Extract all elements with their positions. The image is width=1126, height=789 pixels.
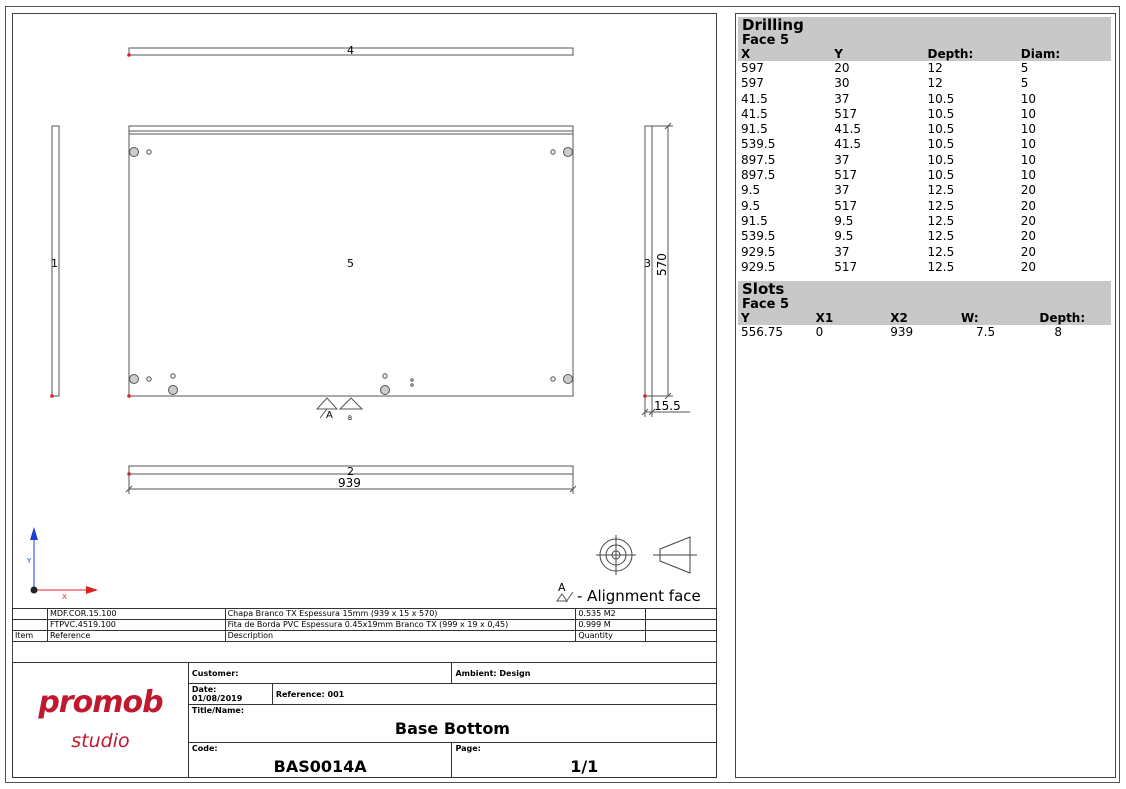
table-cell: 12 xyxy=(927,61,943,75)
part-number-left: 1 xyxy=(51,257,58,270)
table-cell: 20 xyxy=(1020,259,1037,274)
title-value: Base Bottom xyxy=(394,719,510,738)
table-cell: 91.5 xyxy=(741,213,768,228)
table-cell: 517 xyxy=(834,259,858,274)
table-row xyxy=(738,61,1111,76)
axis-y-label: Y xyxy=(27,557,32,565)
table-cell: 10 xyxy=(1020,152,1037,167)
table-cell: 10 xyxy=(1020,122,1037,137)
table-row xyxy=(13,620,717,631)
axis-x-label: X xyxy=(62,593,67,601)
table-cell: 929.5 xyxy=(741,259,776,274)
page-label: Page: xyxy=(455,744,481,753)
table-cell: 929.5 xyxy=(741,244,776,259)
drilling-face: Face 5 xyxy=(738,34,1111,48)
page-value: 1/1 xyxy=(570,757,599,776)
table-cell: 20 xyxy=(834,61,850,75)
slots-section xyxy=(738,281,1111,340)
customer-label: Customer: xyxy=(188,663,452,684)
table-cell: 12.5 xyxy=(927,244,955,259)
bom-description: Fita de Borda PVC Espessura 0.45x19mm Branco TX (999 x 19 x 0,45) xyxy=(225,620,576,631)
table-cell: 517 xyxy=(834,168,858,183)
table-row xyxy=(738,153,1111,168)
table-cell: 10 xyxy=(1020,106,1037,121)
table-cell: 12.5 xyxy=(927,198,955,213)
table-row xyxy=(738,168,1111,183)
dimension-thickness: 15.5 xyxy=(654,399,681,413)
table-cell: 10.5 xyxy=(927,137,955,152)
reference-label: Reference: 001 xyxy=(272,684,716,705)
table-cell: 20 xyxy=(1020,213,1037,228)
slots-body xyxy=(738,325,1111,340)
table-cell: 30 xyxy=(834,76,850,91)
table-cell: 10 xyxy=(1020,91,1037,106)
table-cell: 517 xyxy=(834,198,858,213)
bom-header-quantity: Quantity xyxy=(576,631,646,642)
code-label: Code: xyxy=(191,744,218,753)
table-cell: 91.5 xyxy=(741,122,768,137)
table-cell: 597 xyxy=(741,61,764,75)
bom-extra xyxy=(646,620,717,631)
slots-title: Slots xyxy=(738,281,1111,298)
table-cell: 9.5 xyxy=(834,213,854,228)
table-cell: 12 xyxy=(927,76,943,91)
table-cell: 37 xyxy=(834,91,850,106)
slots-header-y: Y xyxy=(738,312,813,325)
table-cell: 10.5 xyxy=(927,168,955,183)
ambient-label: Ambient: Design xyxy=(452,663,717,684)
bom-reference: MDF.COR.15.100 xyxy=(47,609,225,620)
bom-description: Chapa Branco TX Espessura 15mm (939 x 15 x 570) xyxy=(225,609,576,620)
table-cell: 10 xyxy=(1020,168,1037,183)
table-cell: 12.5 xyxy=(927,213,955,228)
table-row xyxy=(738,107,1111,122)
table-row xyxy=(738,92,1111,107)
bom-header-description: Description xyxy=(225,631,576,642)
table-cell: 939 xyxy=(890,325,914,339)
part-number-center: 5 xyxy=(347,257,354,270)
slots-table xyxy=(738,312,1111,340)
table-cell: 37 xyxy=(834,244,850,259)
table-row xyxy=(13,609,717,620)
table-cell: 41.5 xyxy=(834,137,861,152)
bom-quantity: 0.999 M xyxy=(576,620,646,631)
drilling-header-diam: Diam: xyxy=(1018,48,1111,61)
table-cell: 517 xyxy=(834,106,858,121)
bom-item xyxy=(13,620,48,631)
table-cell: 8 xyxy=(1054,325,1063,339)
code-cell xyxy=(188,743,452,778)
table-cell: 10 xyxy=(1020,137,1037,152)
bom-quantity: 0.535 M2 xyxy=(576,609,646,620)
table-row xyxy=(738,199,1111,214)
title-cell xyxy=(188,705,716,743)
table-cell: 20 xyxy=(1020,198,1037,213)
table-cell: 9.5 xyxy=(741,198,761,213)
table-cell: 20 xyxy=(1020,229,1037,244)
projection-symbol xyxy=(596,535,697,575)
table-cell: 41.5 xyxy=(741,91,768,106)
page-cell xyxy=(452,743,717,778)
dimension-width: 939 xyxy=(338,476,361,490)
table-cell: 597 xyxy=(741,76,764,91)
table-row xyxy=(738,122,1111,137)
date-label: Date: 01/08/2019 xyxy=(188,684,272,705)
slots-header-x2: X2 xyxy=(887,312,958,325)
drilling-header-depth: Depth: xyxy=(925,48,1018,61)
table-row xyxy=(738,245,1111,260)
drilling-header-row xyxy=(738,48,1111,61)
drilling-header-x: X xyxy=(738,48,831,61)
table-cell: 9.5 xyxy=(834,229,854,244)
bom-reference: FTPVC.4519.100 xyxy=(47,620,225,631)
code-value: BAS0014A xyxy=(273,757,367,776)
table-cell: 37 xyxy=(834,183,850,198)
table-cell: 20 xyxy=(1020,183,1037,198)
title-label: Title/Name: xyxy=(191,706,245,715)
alignment-markers xyxy=(317,398,362,418)
slots-header-row xyxy=(738,312,1111,325)
table-cell: 10.5 xyxy=(927,106,955,121)
alignment-marker-b: B xyxy=(348,415,353,422)
table-cell: 5 xyxy=(1020,76,1029,91)
bom-header-item: Item xyxy=(13,631,48,642)
bom-header-row xyxy=(13,631,717,642)
table-cell: 539.5 xyxy=(741,137,776,152)
slots-face: Face 5 xyxy=(738,298,1111,312)
table-cell: 10.5 xyxy=(927,91,955,106)
drilling-table xyxy=(738,48,1111,275)
table-cell: 897.5 xyxy=(741,152,776,167)
table-cell: 897.5 xyxy=(741,168,776,183)
dimension-height: 570 xyxy=(655,253,669,276)
table-cell: 0 xyxy=(815,325,824,339)
table-cell: 10.5 xyxy=(927,152,955,167)
bom-header-extra xyxy=(646,631,717,642)
drilling-title: Drilling xyxy=(738,17,1111,34)
table-cell: 539.5 xyxy=(741,229,776,244)
logo-studio: studio xyxy=(71,730,130,752)
table-row xyxy=(738,325,1111,340)
drilling-section xyxy=(738,17,1111,275)
table-row xyxy=(738,214,1111,229)
table-cell: 12.5 xyxy=(927,183,955,198)
table-cell: 41.5 xyxy=(741,106,768,121)
table-row xyxy=(738,76,1111,91)
table-cell: 556.75 xyxy=(741,325,783,339)
table-cell: 7.5 xyxy=(976,325,996,339)
part-number-top: 4 xyxy=(347,44,354,57)
table-cell: 12.5 xyxy=(927,259,955,274)
part-number-right: 3 xyxy=(644,257,651,270)
table-row xyxy=(738,137,1111,152)
slots-header-depth: Depth: xyxy=(1036,312,1111,325)
table-row xyxy=(738,260,1111,275)
table-row xyxy=(738,229,1111,244)
title-block xyxy=(12,662,717,778)
alignment-face-letter: A xyxy=(558,581,566,594)
drill-holes xyxy=(130,148,573,395)
alignment-face-label: - Alignment face xyxy=(577,587,701,605)
part-number-bottom: 2 xyxy=(347,465,354,478)
bom-extra xyxy=(646,609,717,620)
axis-indicator xyxy=(30,527,98,594)
table-cell: 9.5 xyxy=(741,183,761,198)
bom-item xyxy=(13,609,48,620)
table-cell: 41.5 xyxy=(834,122,861,137)
logo xyxy=(13,663,189,778)
slots-header-w: W: xyxy=(958,312,1036,325)
table-cell: 37 xyxy=(834,152,850,167)
table-cell: 5 xyxy=(1020,61,1029,75)
alignment-marker-a: A xyxy=(326,410,333,421)
logo-main: promob xyxy=(38,685,163,720)
table-row xyxy=(738,183,1111,198)
bill-of-materials xyxy=(12,608,717,642)
slots-header-x1: X1 xyxy=(813,312,888,325)
bom-header-reference: Reference xyxy=(47,631,225,642)
drilling-body xyxy=(738,61,1111,275)
table-cell: 10.5 xyxy=(927,122,955,137)
table-cell: 20 xyxy=(1020,244,1037,259)
drilling-header-y: Y xyxy=(831,48,924,61)
table-cell: 12.5 xyxy=(927,229,955,244)
